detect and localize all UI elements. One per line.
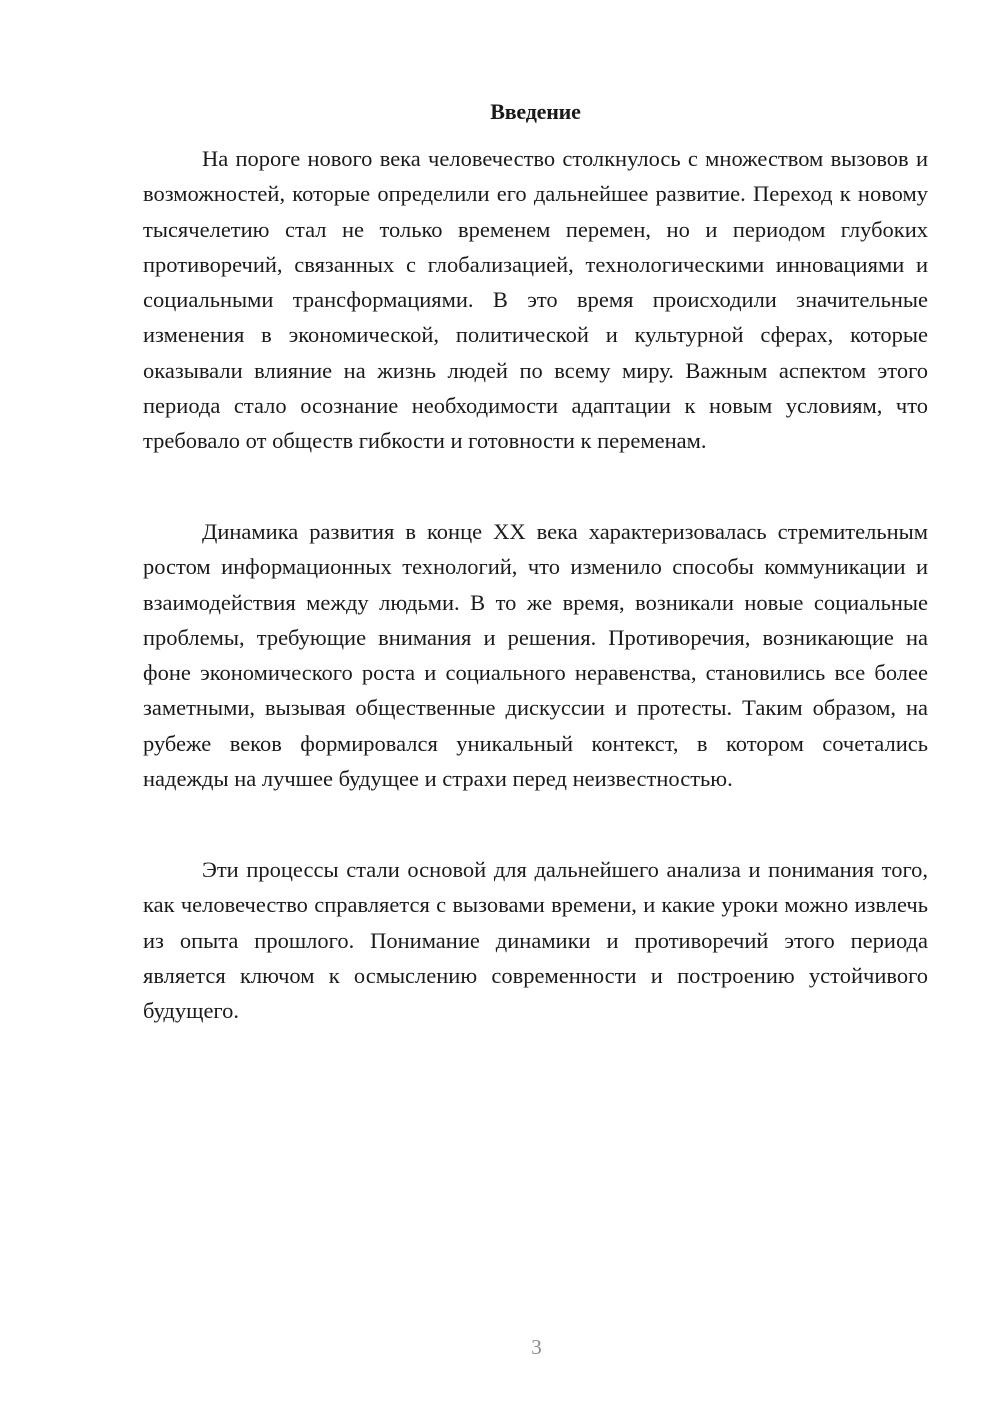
section-heading: Введение xyxy=(490,99,581,124)
paragraph-1: На пороге нового века человечество столкнулось с множеством вызовов и возможностей, которые определили его дальнейшее развитие. Переход к новому тысячелетию стал не только временем перемен, но и периодом глубоких противоречий, связанных с глобализацией, технологическими инновациями и социальными трансформациями. В это время происходили значительные изменения в экономической, политической и культурной сферах, которые оказывали влияние на жизнь людей по всему миру. Важным аспектом этого периода стало осознание необходимости адаптации к новым условиям, что требовало от обществ гибкости и готовности к переменам. xyxy=(143,146,928,454)
paragraph-3: Эти процессы стали основой для дальнейшего анализа и понимания того, как человечество справляется с вызовами времени, и какие уроки можно извлечь из опыта прошлого. Понимание динамики и противоречий этого периода является ключом к осмыслению современности и построению устойчивого будущего. xyxy=(143,857,928,1024)
page-number: 3 xyxy=(531,1335,542,1359)
paragraph-2: Динамика развития в конце XX века характеризовалась стремительным ростом информационных технологий, что изменило способы коммуникации и взаимодействия между людьми. В то же время, возникали новые социальные проблемы, требующие внимания и решения. Противоречия, возникающие на фоне экономического роста и социального неравенства, становились все более заметными, вызывая общественные дискуссии и протесты. Таким образом, на рубеже веков формировался уникальный контекст, в котором сочетались надежды на лучшее будущее и страхи перед неизвестностью. xyxy=(143,519,928,792)
